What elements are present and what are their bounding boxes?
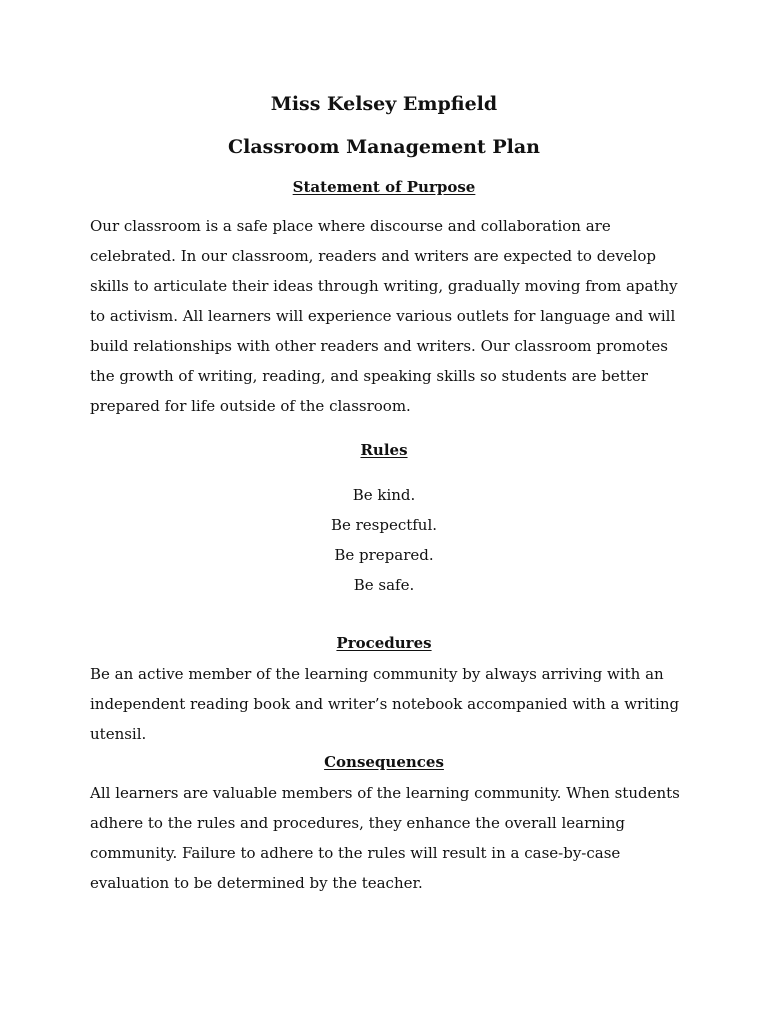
author-name: Miss Kelsey Empfield [270, 93, 498, 115]
purpose-paragraph [90, 211, 690, 421]
purpose-line: prepared for life outside of the classroom. [90, 397, 411, 415]
procedures-heading: Procedures [336, 634, 432, 652]
purpose-heading: Statement of Purpose [292, 178, 476, 196]
procedures-line: independent reading book and writer’s notebook accompanied with a writing [90, 695, 680, 713]
procedures-paragraph [90, 659, 690, 749]
rules-list [0, 480, 768, 600]
procedures-line: utensil. [90, 725, 147, 743]
purpose-line: build relationships with other readers and writers. Our classroom promotes [90, 337, 668, 355]
purpose-line: celebrated. In our classroom, readers and writers are expected to develop [90, 247, 656, 265]
consequences-line: All learners are valuable members of the learning community. When students [90, 784, 680, 802]
document-title: Classroom Management Plan [228, 136, 540, 158]
rule-item: Be prepared. [334, 546, 434, 564]
rules-heading: Rules [360, 441, 408, 459]
purpose-line: to activism. All learners will experience various outlets for language and will [90, 307, 676, 325]
purpose-line: skills to articulate their ideas through writing, gradually moving from apathy [90, 277, 678, 295]
rule-item: Be safe. [353, 576, 415, 594]
consequences-heading: Consequences [324, 753, 444, 771]
purpose-line: the growth of writing, reading, and speaking skills so students are better [90, 367, 648, 385]
rule-item: Be respectful. [330, 516, 438, 534]
procedures-line: Be an active member of the learning community by always arriving with an [90, 665, 664, 683]
consequences-paragraph [90, 778, 690, 898]
rule-item: Be kind. [352, 486, 416, 504]
consequences-line: evaluation to be determined by the teacher. [90, 874, 423, 892]
purpose-line: Our classroom is a safe place where discourse and collaboration are [90, 217, 611, 235]
consequences-line: community. Failure to adhere to the rules will result in a case-by-case [90, 844, 621, 862]
consequences-line: adhere to the rules and procedures, they enhance the overall learning [90, 814, 625, 832]
